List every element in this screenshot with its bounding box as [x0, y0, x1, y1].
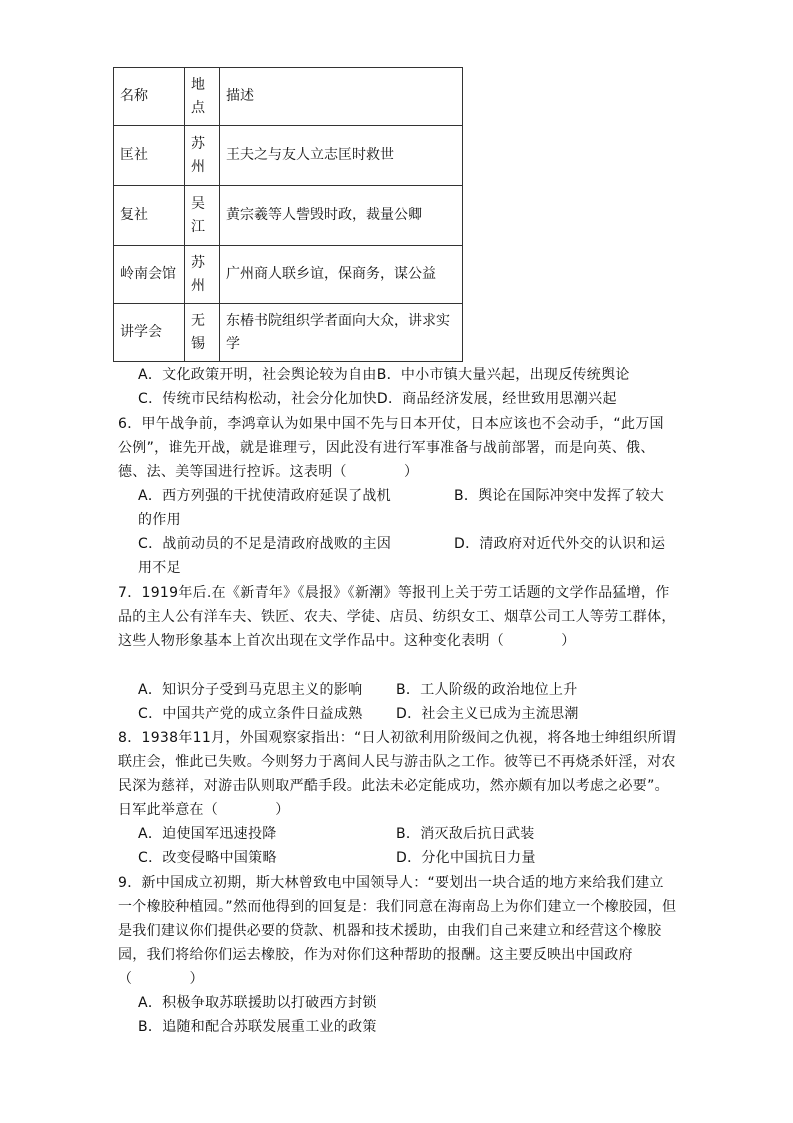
- table-row: [114, 126, 463, 186]
- q8-option-row-2: [138, 846, 536, 870]
- cell-desc: 王夫之与友人立志匡时救世: [220, 126, 463, 186]
- header-place: 地点: [185, 68, 220, 126]
- cell-place: 无锡: [185, 304, 220, 362]
- q9-option-b[interactable]: B．追随和配合苏联发展重工业的政策: [138, 1019, 377, 1035]
- table-header-row: [114, 68, 463, 126]
- q5-option-d[interactable]: D．商品经济发展，经世致用思潮兴起: [376, 391, 617, 407]
- q8-option-b[interactable]: B．消灭敌后抗日武装: [396, 826, 535, 842]
- table-row: [114, 246, 463, 304]
- q8-stem: 8．1938年11月，外国观察家指出：“日人初欲利用阶级间之仇视，将各地士绅组织所谓联庄会，惟此已失败。今则努力于离间人民与游击队之工作。彼等已不再烧杀奸淫，对农民深为慈祥，对游击队则取严酷手段。此法未必定能成功，然亦颇有加以考虑之必要”。日军此举意在（ ）: [118, 730, 677, 818]
- table-row: [114, 186, 463, 246]
- q8-option-row-1: [138, 822, 535, 846]
- table-row: [114, 304, 463, 362]
- cell-desc: 黄宗羲等人訾毁时政，裁量公卿: [220, 186, 463, 246]
- q8-option-a[interactable]: A．迫使国军迅速投降: [138, 826, 277, 842]
- cell-desc: 东椿书院组织学者面向大众，讲求实学: [220, 304, 463, 362]
- q5-option-b[interactable]: B．中小市镇大量兴起，出现反传统舆论: [376, 367, 630, 383]
- cell-place: 吴江: [185, 186, 220, 246]
- q9-option-a[interactable]: A．积极争取苏联援助以打破西方封锁: [138, 995, 377, 1011]
- header-desc: 描述: [220, 68, 463, 126]
- q5-option-row-2: [138, 387, 617, 411]
- q6-option-d[interactable]: D．清政府对近代外交的认识和运用不足: [138, 536, 666, 576]
- q5-option-c[interactable]: C．传统市民结构松动，社会分化加快: [138, 391, 377, 407]
- q7-option-d[interactable]: D．社会主义已成为主流思潮: [396, 706, 579, 722]
- q8-option-d[interactable]: D．分化中国抗日力量: [396, 850, 536, 866]
- society-table: [113, 67, 463, 362]
- cell-name: 讲学会: [114, 304, 185, 362]
- q7-stem: 7．1919年后.在《新青年》《晨报》《新潮》等报刊上关于劳工话题的文学作品猛增，作品的主人公有洋车夫、铁匠、农夫、学徒、店员、纺织女工、烟草公司工人等劳工群体，这些人物形象基本上首次出现在文学作品中。这种变化表明（ ）: [118, 585, 676, 649]
- cell-place: 苏州: [185, 126, 220, 186]
- q7-option-row-1: [138, 678, 578, 702]
- q7-option-b[interactable]: B．工人阶级的政治地位上升: [396, 682, 578, 698]
- q7-option-c[interactable]: C．中国共产党的成立条件日益成熟: [138, 706, 363, 722]
- header-name: 名称: [114, 68, 185, 126]
- cell-place: 苏州: [185, 246, 220, 304]
- q6-option-a[interactable]: A．西方列强的干扰使清政府延误了战机: [138, 488, 391, 504]
- q5-option-a[interactable]: A．文化政策开明，社会舆论较为自由: [138, 367, 377, 383]
- q6-option-b[interactable]: B．舆论在国际冲突中发挥了较大的作用: [138, 488, 665, 528]
- q7-option-a[interactable]: A．知识分子受到马克思主义的影响: [138, 682, 363, 698]
- q6-option-c[interactable]: C．战前动员的不足是清政府战败的主因: [138, 536, 392, 552]
- q6-stem: 6．甲午战争前，李鸿章认为如果中国不先与日本开仗，日本应该也不会动手，“此万国公例”，谁先开战，就是谁理亏，因此没有进行军事准备与战前部署，而是向英、俄、德、法、美等国进行控诉。这表明（ ）: [118, 416, 664, 480]
- q5-option-row-1: [138, 363, 630, 387]
- cell-name: 岭南会馆: [114, 246, 185, 304]
- q7-option-row-2: [138, 702, 579, 726]
- q8-option-c[interactable]: C．改变侵略中国策略: [138, 850, 277, 866]
- cell-name: 匡社: [114, 126, 185, 186]
- q9-stem: 9．新中国成立初期，斯大林曾致电中国领导人：“要划出一块合适的地方来给我们建立一个橡胶种植园。”然而他得到的回复是：我们同意在海南岛上为你们建立一个橡胶园，但是我们建议你们提供必要的贷款、机器和技术援助，由我们自己来建立和经营这个橡胶园，我们将给你们运去橡胶，作为对你们这种帮助的报酬。这主要反映出中国政府（ ）: [118, 875, 677, 987]
- cell-name: 复社: [114, 186, 185, 246]
- cell-desc: 广州商人联乡谊，保商务，谋公益: [220, 246, 463, 304]
